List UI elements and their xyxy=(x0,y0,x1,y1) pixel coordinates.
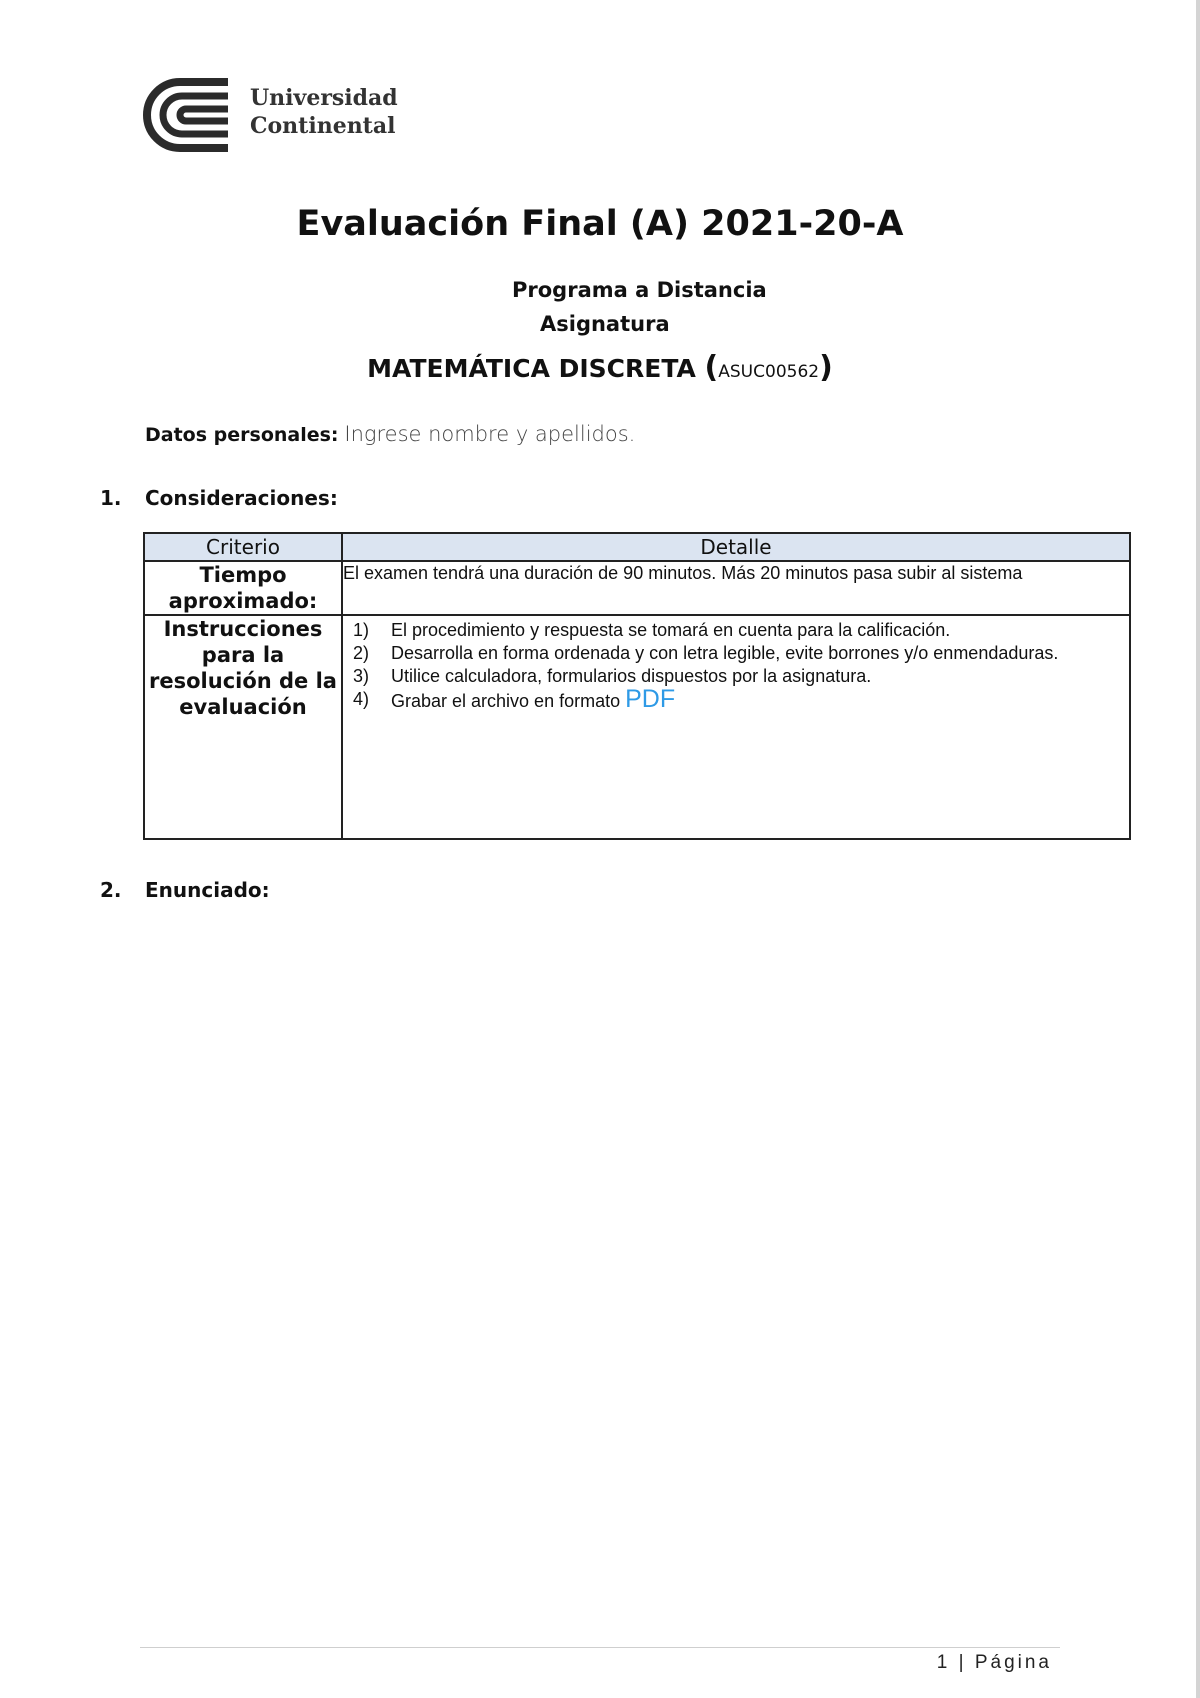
personal-data-hint[interactable]: Ingrese nombre y apellidos. xyxy=(344,422,636,446)
page-edge xyxy=(1196,0,1200,1698)
section-title: Enunciado: xyxy=(145,878,270,902)
personal-data xyxy=(145,422,635,447)
item-number: 2) xyxy=(353,643,370,663)
course-close-paren: ) xyxy=(819,350,833,385)
footer-separator: | xyxy=(958,1652,967,1673)
list-item xyxy=(353,620,1119,641)
section-number: 1. xyxy=(100,486,122,510)
item-text: Utilice calculadora, formularios dispuestos por la asignatura. xyxy=(391,666,872,686)
logo-wordmark xyxy=(250,84,398,140)
university-logo xyxy=(142,78,402,152)
course-code: ASUC00562 xyxy=(718,362,820,382)
item-number: 3) xyxy=(353,666,370,686)
page-label: Página xyxy=(974,1652,1052,1673)
item-text: El procedimiento y respuesta se tomará en cuenta para la calificación. xyxy=(391,620,951,640)
item-text: Desarrolla en forma ordenada y con letra legible, evite borrones y/o enmendaduras. xyxy=(391,643,1059,663)
continental-c-icon xyxy=(142,78,238,152)
instructions-cell xyxy=(342,615,1130,839)
header-criterio: Criterio xyxy=(144,533,342,561)
section-number: 2. xyxy=(100,878,122,902)
page-number: 1 xyxy=(936,1652,951,1673)
subject-label: Asignatura xyxy=(540,312,670,336)
instructions-list xyxy=(343,616,1129,712)
time-label: Tiempo aproximado: xyxy=(144,561,342,615)
section-title: Consideraciones: xyxy=(145,486,338,510)
table-header-row xyxy=(144,533,1130,561)
time-detail: El examen tendrá una duración de 90 minutos. Más 20 minutos pasa subir al sistema xyxy=(342,561,1130,615)
header-detalle: Detalle xyxy=(342,533,1130,561)
page-footer xyxy=(937,1652,1052,1674)
personal-data-label: Datos personales: xyxy=(145,424,339,446)
list-item xyxy=(353,666,1119,687)
criteria-table xyxy=(143,532,1131,840)
item-text: Grabar el archivo en formato xyxy=(391,691,626,711)
list-item xyxy=(353,643,1119,664)
logo-line-1: Universidad xyxy=(250,85,398,111)
item-number: 4) xyxy=(353,689,370,709)
course-open-paren: ( xyxy=(704,350,719,385)
program-name: Programa a Distancia xyxy=(512,278,767,302)
exam-title: Evaluación Final (A) 2021-20-A xyxy=(296,204,904,244)
course-title xyxy=(0,350,1200,385)
list-item xyxy=(353,685,1119,713)
footer-divider xyxy=(140,1647,1060,1648)
item-number: 1) xyxy=(353,620,370,640)
logo-line-2: Continental xyxy=(250,113,396,139)
instructions-label: Instrucciones para la resolución de la evaluación xyxy=(144,615,342,839)
pdf-highlight: PDF xyxy=(625,685,676,713)
table-row xyxy=(144,615,1130,839)
table-row xyxy=(144,561,1130,615)
course-name: MATEMÁTICA DISCRETA xyxy=(367,354,696,383)
